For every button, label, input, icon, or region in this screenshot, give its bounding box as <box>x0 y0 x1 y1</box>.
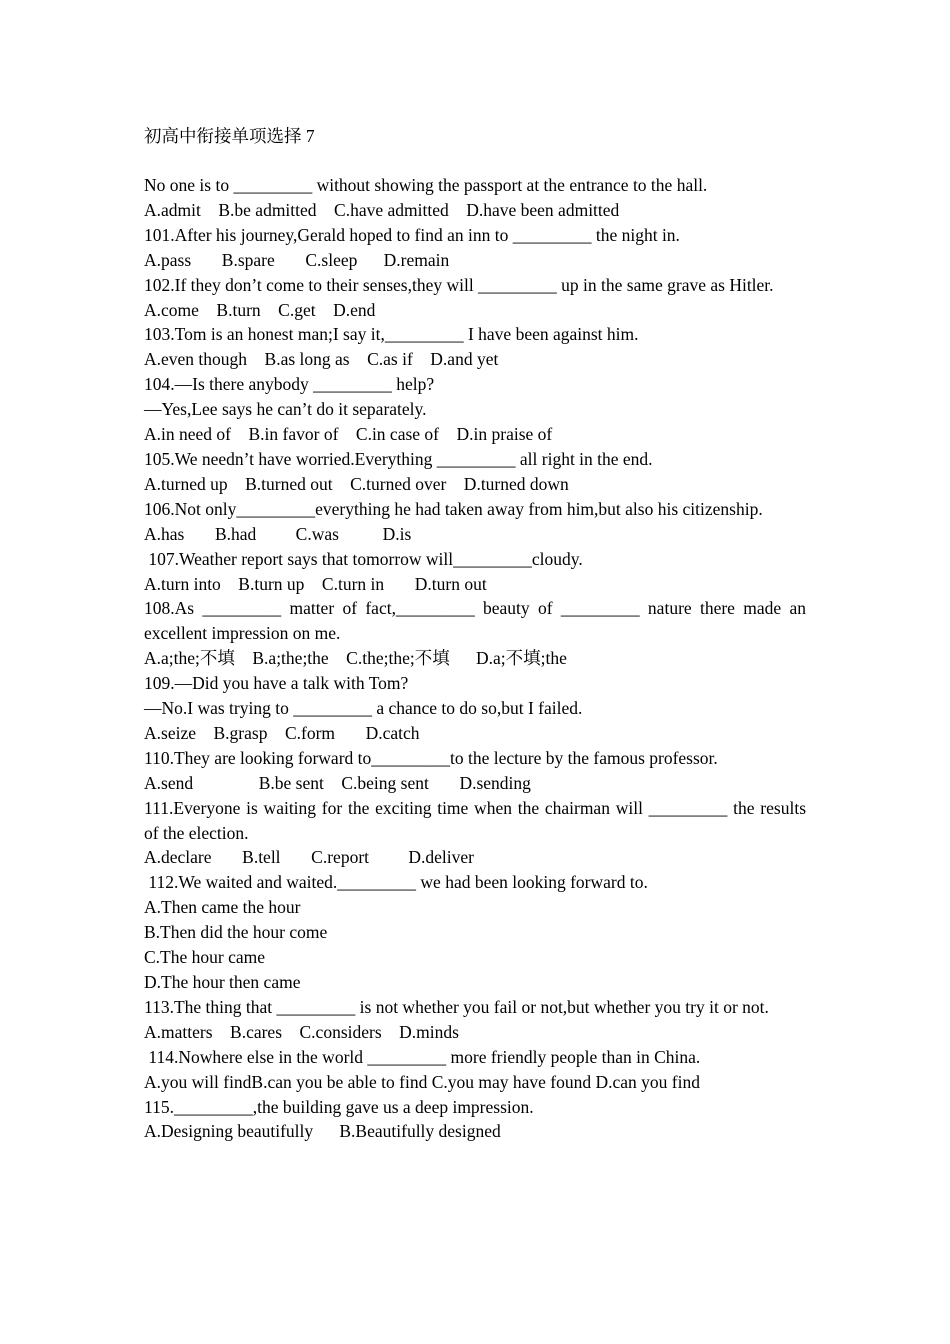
answer-option: A.Then came the hour <box>144 897 301 918</box>
question-stem: 104.—Is there anybody _________ help? <box>144 374 435 395</box>
dialogue-response: —No.I was trying to _________ a chance to do so,but I failed. <box>144 698 583 719</box>
question-stem: 112.We waited and waited._________ we had been looking forward to. <box>144 872 648 893</box>
answer-options: A.you will findB.can you be able to find C.you may have found D.can you find <box>144 1071 701 1092</box>
question-stem: 108.As _________ matter of fact,_________ beauty of _________ nature there made an excellent impression on me. <box>144 598 806 644</box>
question-stem: 105.We needn’t have worried.Everything _________ all right in the end. <box>144 448 653 469</box>
question-stem: 114.Nowhere else in the world _________ more friendly people than in China. <box>144 1046 701 1067</box>
question-stem: 106.Not only_________everything he had taken away from him,but also his citizenship. <box>144 498 763 519</box>
answer-options: A.turn into B.turn up C.turn in D.turn out <box>144 573 487 594</box>
answer-options: A.has B.had C.was D.is <box>144 523 412 544</box>
question-stem: 102.If they don’t come to their senses,they will _________ up in the same grave as Hitler. <box>144 274 774 295</box>
dialogue-response: —Yes,Lee says he can’t do it separately. <box>144 399 427 420</box>
answer-option: C.The hour came <box>144 947 265 968</box>
question-stem: 113.The thing that _________ is not whether you fail or not,but whether you try it or not. <box>144 996 769 1017</box>
answer-options: A.come B.turn C.get D.end <box>144 299 376 320</box>
question-stem: 115._________,the building gave us a deep impression. <box>144 1096 534 1117</box>
question-stem: 109.—Did you have a talk with Tom? <box>144 673 409 694</box>
question-stem: No one is to _________ without showing the passport at the entrance to the hall. <box>144 175 708 195</box>
document-title: 初高中衔接单项选择 7 <box>144 126 315 146</box>
answer-options: A.declare B.tell C.report D.deliver <box>144 847 474 868</box>
question-stem: 110.They are looking forward to_________to the lecture by the famous professor. <box>144 747 718 768</box>
question-stem: 101.After his journey,Gerald hoped to find an inn to _________ the night in. <box>144 224 680 245</box>
answer-options: A.in need of B.in favor of C.in case of D.in praise of <box>144 424 553 445</box>
answer-options: A.seize B.grasp C.form D.catch <box>144 722 420 743</box>
answer-options: A.turned up B.turned out C.turned over D.turned down <box>144 473 569 494</box>
answer-option: B.Then did the hour come <box>144 922 328 943</box>
answer-options: A.send B.be sent C.being sent D.sending <box>144 772 531 793</box>
answer-options: A.a;the;不填 B.a;the;the C.the;the;不填 D.a;不填;the <box>144 648 567 669</box>
answer-options: A.matters B.cares C.considers D.minds <box>144 1021 459 1042</box>
document-page <box>144 124 806 1144</box>
answer-options: A.Designing beautifully B.Beautifully designed <box>144 1121 501 1142</box>
answer-option: D.The hour then came <box>144 972 301 992</box>
answer-options: A.admit B.be admitted C.have admitted D.have been admitted <box>144 199 620 220</box>
question-stem: 111.Everyone is waiting for the exciting time when the chairman will _________ the results of the election. <box>144 797 806 843</box>
question-stem: 103.Tom is an honest man;I say it,_________ I have been against him. <box>144 324 639 345</box>
answer-options: A.pass B.spare C.sleep D.remain <box>144 249 450 270</box>
answer-options: A.even though B.as long as C.as if D.and yet <box>144 349 499 370</box>
question-stem: 107.Weather report says that tomorrow will_________cloudy. <box>144 548 583 569</box>
